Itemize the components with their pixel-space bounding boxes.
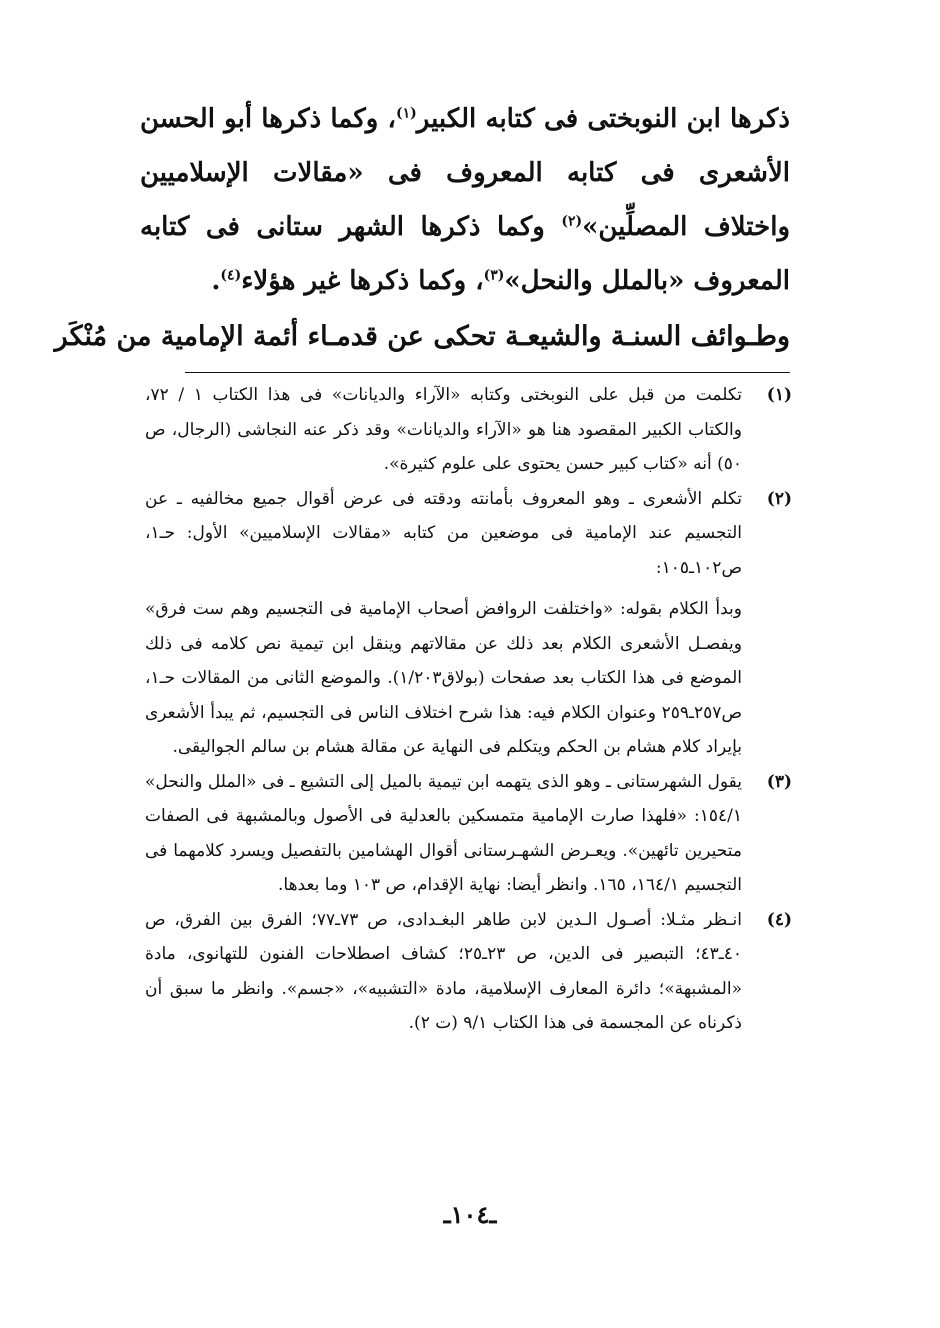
footnote-text: تكلمت من قبل على النوبختى وكتابه «الآراء والديانات» فى هذا الكتاب ١ / ٧٢، والكتاب الكبير المقصود هنا هو «الآراء والديانات» وقد ذكر عنه النجاشى (الرجال، ص ٥٠) أنه «كتاب كبير حسن يحتوى على علوم كثيرة». xyxy=(145,385,742,474)
footnotes-list xyxy=(145,378,792,1041)
main-text-segment: وكما ذكرها الشهر ستانى فى كتابه المعروف «بالملل والنحل» xyxy=(140,212,790,296)
footnote-text: تكلم الأشعرى ـ وهو المعروف بأمانته ودقته فى عرض أقوال جميع مخالفيه ـ عن التجسيم عند الإمامية فى موضعين من كتابه «مقالات الإسلاميين» الأول: حـ١، ص١٠٢ـ١٠٥: xyxy=(145,488,742,578)
footnote-number: (٣) xyxy=(766,771,792,792)
footnote-1 xyxy=(145,378,792,482)
footnote-ref-1[interactable]: (١) xyxy=(395,105,417,122)
main-text-segment: ، وكما ذكرها غير هؤلاء xyxy=(241,266,484,296)
continuing-paragraph-line: وطـوائف السنـة والشيعـة تحكى عن قدمـاء أئمة الإمامية من مُنْكَر xyxy=(54,321,790,352)
footnote-ref-3[interactable]: (٣) xyxy=(483,267,505,284)
footnote-text: انـظر مثـلا: أصـول الـدين لابن طاهر البغـدادى، ص ٧٣ـ٧٧؛ الفرق بين الفرق، ص ٤٠ـ٤٣؛ التبصير فى الدين، ص ٢٣ـ٢٥؛ كشاف اصطلاحات الفنون للتهانوى، مادة «المشبهة»؛ دائرة المعارف الإسلامية، مادة «التشبيه»، «جسم». وانظر ما سبق أن ذكرناه عن المجسمة فى هذا الكتاب ٩/١ (ت ٢). xyxy=(145,909,742,1033)
main-text-segment: ذكرها ابن النوبختى فى كتابه الكبير xyxy=(416,104,790,134)
page-number: ـ١٠٤ـ xyxy=(443,1200,497,1229)
footnote-4 xyxy=(145,903,792,1041)
footnote-number: (٢) xyxy=(766,488,792,509)
footnote-number: (١) xyxy=(766,385,792,405)
footnote-3 xyxy=(145,765,792,903)
main-paragraph xyxy=(140,92,790,308)
footnote-ref-2[interactable]: (٢) xyxy=(561,213,583,230)
footnote-ref-4[interactable]: (٤) xyxy=(220,267,242,284)
footnote-text: وبدأ الكلام بقوله: «واختلفت الروافض أصحاب الإمامية فى التجسيم وهم ست فرق» ويفصـل الأشعرى الكلام بعد ذلك عن مقالاتهم وينقل ابن تيمية نص كلامه فى ذلك الموضع فى هذا الكتاب بعد صفحات (بولاق١/٢٠٣). والموضع الثانى من المقالات حـ١، ص٢٥٧ـ٢٥٩ وعنوان الكلام فيه: هذا شرح اختلاف الناس فى التجسيم، ثم يبدأ الأشعرى بإيراد كلام هشام بن الحكم ويتكلم فى النهاية عن مقالة هشام بن سالم الجواليقى. xyxy=(145,599,743,757)
main-text-segment: ، وكما ذكرها أبو الحسن الأشعرى فى كتابه المعروف فى «مقالات الإسلاميين واختلاف المصلِّين» xyxy=(140,104,791,242)
footnote-separator xyxy=(185,372,790,373)
footnote-2 xyxy=(145,482,792,765)
main-text-segment: . xyxy=(211,266,221,296)
footnote-text: يقول الشهرستانى ـ وهو الذى يتهمه ابن تيمية بالميل إلى التشيع ـ فى «الملل والنحل» ١٥٤/١: «فلهذا صارت الإمامية متمسكين بالعدلية فى الأصول وبالمشبهة فى الصفات متحيرين تائهين». ويعـرض الشهـرستانى أقوال الهشامين بالتفصيل ويسرد كلامهما فى التجسيم ١٦٤/١، ١٦٥. وانظر أيضا: نهاية الإقدام، ص ١٠٣ وما بعدها. xyxy=(145,771,742,895)
footnote-number: (٤) xyxy=(766,909,792,930)
